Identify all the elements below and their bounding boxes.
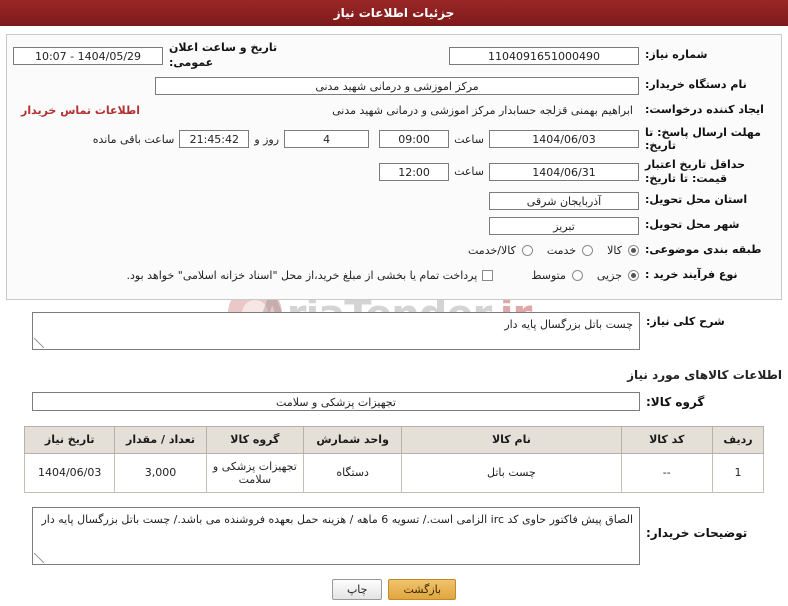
row-process-type [15, 266, 773, 286]
row-deadline [15, 126, 773, 154]
announce-date-field[interactable]: 1404/05/29 - 10:07 [13, 47, 163, 65]
need-desc-label: شرح کلی نیاز: [646, 314, 725, 328]
col-group: گروه کالا [206, 426, 303, 453]
radio-process-minor-label: جزیی [596, 269, 622, 283]
row-buyer-notes [14, 507, 774, 565]
page-header [0, 0, 788, 26]
row-goods-group [14, 392, 774, 412]
page-title: جزئیات اطلاعات نیاز [333, 6, 455, 20]
col-unit: واحد شمارش [304, 426, 402, 453]
cell-qty: 3,000 [115, 453, 206, 492]
deadline-hour-label: ساعت [454, 132, 484, 146]
buyer-org-label: نام دستگاه خریدار: [645, 78, 747, 92]
print-button[interactable]: چاپ [332, 579, 383, 600]
remaining-time-field: 21:45:42 [179, 130, 249, 148]
remaining-days-field: 4 [284, 130, 369, 148]
col-date: تاریخ نیاز [25, 426, 115, 453]
need-number-label: شماره نیاز: [645, 48, 708, 62]
buyer-contact-link[interactable]: اطلاعات تماس خریدار [21, 104, 141, 118]
cell-date: 1404/06/03 [25, 453, 115, 492]
treasury-checkbox[interactable] [482, 270, 493, 281]
deadline-hour-field[interactable]: 09:00 [379, 130, 449, 148]
price-validity-date-field[interactable]: 1404/06/31 [489, 163, 639, 181]
col-row: ردیف [712, 426, 763, 453]
col-code: کد کالا [621, 426, 712, 453]
deadline-date-field[interactable]: 1404/06/03 [489, 130, 639, 148]
city-label: شهر محل تحویل: [645, 218, 740, 232]
price-validity-hour-field[interactable]: 12:00 [379, 163, 449, 181]
province-label: استان محل تحویل: [645, 193, 748, 207]
cell-name: چست باتل [402, 453, 621, 492]
category-radio-group[interactable] [458, 244, 639, 257]
cell-group: تجهیزات پزشکی و سلامت [206, 453, 303, 492]
need-info-panel [6, 34, 782, 300]
table-header-row [25, 426, 764, 453]
radio-category-goods-service[interactable] [522, 245, 533, 256]
row-need-desc [14, 312, 774, 350]
need-desc-field[interactable]: چست باتل بزرگسال پایه دار [32, 312, 640, 350]
buyer-notes-field[interactable]: الصاق پیش فاکتور حاوی کد irc الزامی است./ تسویه 6 ماهه / هزینه حمل بعهده فروشنده می باشد./ چست باتل بزرگسال پایه دار [32, 507, 640, 565]
back-button[interactable]: بازگشت [388, 579, 456, 600]
buyer-org-field[interactable]: مرکز اموزشی و درمانی شهید مدنی [155, 77, 639, 95]
goods-group-label: گروه کالا: [646, 394, 705, 409]
table-row [25, 453, 764, 492]
cell-unit: دستگاه [304, 453, 402, 492]
radio-process-medium-label: متوسط [531, 269, 566, 283]
footer-actions [0, 579, 788, 600]
row-province [15, 191, 773, 211]
treasury-note-label: پرداخت تمام یا بخشی از مبلغ خرید،از محل "اسناد خزانه اسلامی" خواهد بود. [126, 269, 478, 283]
radio-category-goods-service-label: کالا/خدمت [468, 244, 516, 258]
city-field[interactable]: تبریز [489, 217, 639, 235]
radio-category-goods[interactable] [628, 245, 639, 256]
announce-date-label: تاریخ و ساعت اعلان عمومی: [169, 41, 278, 69]
row-requester [15, 101, 773, 121]
radio-process-medium[interactable] [572, 270, 583, 281]
buyer-notes-section [6, 501, 782, 573]
price-validity-label: حداقل تاریخ اعتبار قیمت: تا تاریخ: [645, 158, 746, 185]
goods-group-section [6, 386, 782, 422]
col-name: نام کالا [402, 426, 621, 453]
remaining-suffix-label: ساعت باقی مانده [92, 132, 175, 146]
row-buyer-org [15, 76, 773, 96]
radio-category-service[interactable] [582, 245, 593, 256]
deadline-label: مهلت ارسال پاسخ: تا تاریخ: [645, 125, 761, 153]
row-need-number [15, 41, 773, 71]
cell-row: 1 [712, 453, 763, 492]
goods-section-title: اطلاعات کالاهای مورد نیاز [627, 367, 782, 382]
category-label: طبقه بندی موضوعی: [645, 243, 762, 257]
radio-category-service-label: خدمت [546, 244, 577, 258]
goods-group-field[interactable]: تجهیزات پزشکی و سلامت [32, 392, 640, 411]
process-radio-group[interactable] [521, 269, 639, 282]
need-description-section [6, 306, 782, 358]
radio-category-goods-label: کالا [607, 244, 622, 258]
remaining-days-label: روز و [254, 132, 280, 146]
price-validity-hour-label: ساعت [454, 165, 484, 179]
row-city [15, 216, 773, 236]
requester-value: ابراهیم بهمنی قزلجه حسابدار مرکز اموزشی و درمانی شهید مدنی [332, 104, 633, 118]
cell-code: -- [621, 453, 712, 492]
goods-table [24, 426, 764, 493]
col-qty: تعداد / مقدار [115, 426, 206, 453]
radio-process-minor[interactable] [628, 270, 639, 281]
requester-label: ایجاد کننده درخواست: [645, 103, 764, 117]
row-price-validity [15, 158, 773, 186]
process-label: نوع فرآیند خرید : [645, 268, 738, 282]
province-field[interactable]: آذربایجان شرقی [489, 192, 639, 210]
need-number-field[interactable]: 1104091651000490 [449, 47, 639, 65]
buyer-notes-label: توضیحات خریدار: [646, 525, 748, 540]
row-category [15, 241, 773, 261]
